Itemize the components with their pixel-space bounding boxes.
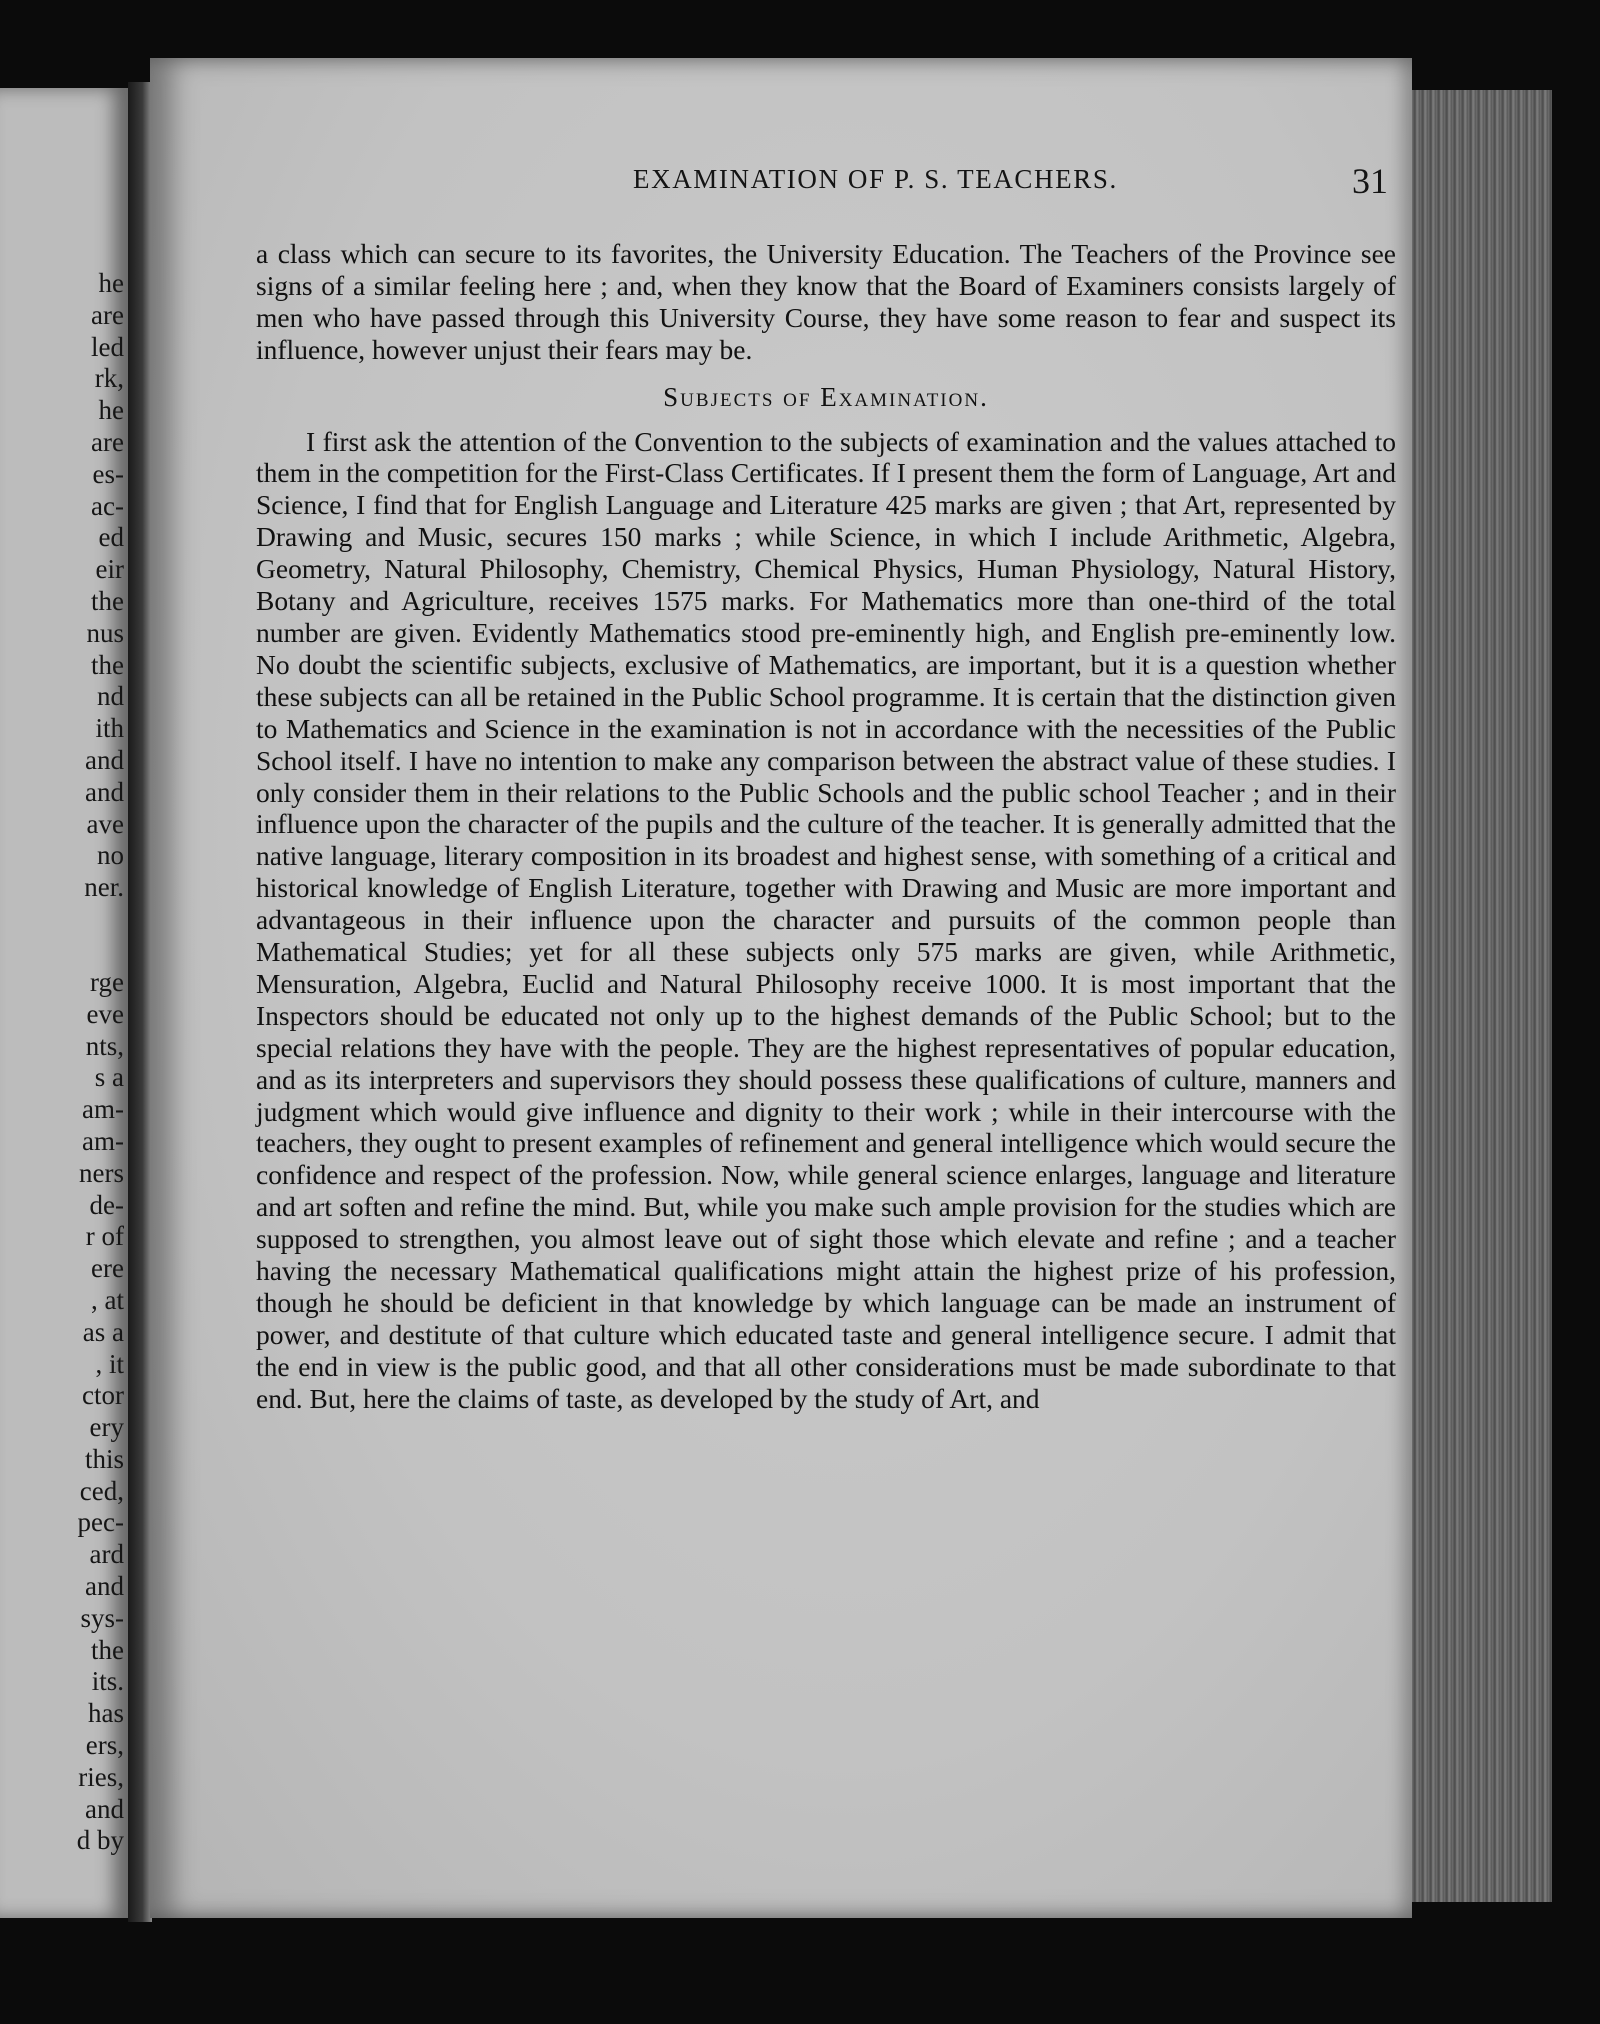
left-page-line-fragment: ctor — [82, 1380, 124, 1411]
left-page-line-fragment: its. — [91, 1666, 124, 1697]
left-page-line-fragment: am- — [82, 1094, 124, 1125]
left-page-line-fragment: eve — [86, 998, 124, 1029]
left-page-line-fragment: and — [85, 776, 124, 807]
left-page-line-fragment: ac- — [91, 490, 124, 521]
left-page-line-fragment: ries, — [78, 1761, 124, 1792]
left-page-line-fragment: rge — [90, 966, 124, 997]
left-page-line-fragment: ed — [98, 522, 124, 553]
left-page-line-fragment: and — [85, 744, 124, 775]
left-page-line-fragment: led — [91, 331, 124, 362]
left-page-line-fragment: , at — [91, 1284, 124, 1315]
left-page-line-fragment: r of — [85, 1221, 124, 1252]
left-page-line-fragment: rk, — [94, 363, 124, 394]
left-page-line-fragment: ere — [91, 1253, 124, 1284]
left-page-line-fragment: nus — [86, 617, 124, 648]
book-gutter — [128, 82, 152, 1922]
left-page-line-fragment: es- — [92, 458, 124, 489]
paragraph-2: I first ask the attention of the Convention to the subjects of examination and the values attached to them in the competition for the First-Class Certificates. If I present them the form of Language, Art and Science, I find that for English Language and Literature 425 marks are given ; that Art, represented by Drawing and Music, secures 150 marks ; while Science, in which I include Arithmetic, Algebra, Geometry, Natural Philosophy, Chemistry, Chemical Physics, Human Physiology, Natural History, Botany and Agriculture, receives 1575 marks. For Mathematics more than one-third of the total number are given. Evidently Mathematics stood pre-eminently high, and English pre-eminently low. No doubt the scientific subjects, exclusive of Mathematics, are important, but it is a question whether these subjects can all be retained in the Public School programme. It is certain that the distinction given to Mathematics and Science in the examination is not in accordance with the necessities of the Public School itself. I have no intention to make any comparison between the abstract value of these studies. I only consider them in their relations to the Public Schools and the public school Teacher ; and in their influence upon the character of the pupils and the culture of the teacher. It is generally admitted that the native language, literary composition in its broadest and highest sense, with something of a critical and historical knowledge of English Literature, together with Drawing and Music are more important and advantageous in their influence upon the character and pursuits of the common people than Mathematical Studies; yet for all these subjects only 575 marks are given, while Arithmetic, Mensuration, Algebra, Euclid and Natural Philosophy receive 1000. It is most important that the Inspectors should be educated not only up to the highest demands of the Public School; but to the special relations they have with the people. They are the highest representatives of popular education, and as its interpreters and supervisors they should possess these qualifications of culture, manners and judgment which would give influence and dignity to their work ; while in their intercourse with the teachers, they ought to present examples of refinement and general intelligence which would secure the confidence and respect of the profession. Now, while general science enlarges, language and literature and art soften and refine the mind. But, while you make such ample provision for the studies which are supposed to strengthen, you almost leave out of sight those which elevate and refine ; and a teacher having the necessary Mathematical qualifications might attain the highest prize of his profession, though he should be deficient in that knowledge by which language can be made an instrument of power, and destitute of that culture which educated taste and general intelligence secure. I admit that the end in view is the public good, and that all other considerations must be made subordinate to that end. But, here the claims of taste, as developed by the study of Art, and — [256, 425, 1396, 1414]
running-head-title: EXAMINATION OF P. S. TEACHERS. — [633, 164, 1118, 194]
left-page-line-fragment: d by — [76, 1825, 124, 1856]
left-page-line-fragment: as a — [82, 1316, 124, 1347]
left-page-line-fragment: nd — [97, 681, 124, 712]
left-page-line-fragment: ith — [95, 713, 124, 744]
left-page-line-fragment: are — [91, 299, 124, 330]
left-page-line-fragment: and — [85, 1571, 124, 1602]
running-head — [258, 161, 1388, 204]
left-page-text-fragments — [0, 268, 128, 1857]
left-page-line-fragment: sys- — [80, 1602, 124, 1633]
page-body — [256, 238, 1396, 1415]
left-page-line-fragment: eir — [95, 554, 124, 585]
left-page-line-fragment: ers, — [85, 1730, 124, 1761]
left-facing-page — [0, 88, 128, 1918]
paragraph-1: a class which can secure to its favorites, the University Education. The Teachers of the Province see signs of a similar feeling here ; and, when they know that the Board of Examiners consists largely of men who have passed through this University Course, they have some reason to fear and suspect its influence, however unjust their fears may be. — [256, 238, 1396, 365]
left-page-line-fragment: he — [98, 395, 124, 426]
left-page-line-fragment: nts, — [85, 1030, 124, 1061]
left-page-line-fragment: no — [97, 840, 124, 871]
left-page-line-fragment: pec- — [77, 1507, 124, 1538]
left-page-line-fragment: the — [91, 1634, 124, 1665]
page-edges — [1412, 90, 1552, 1902]
left-page-line-fragment: , it — [95, 1348, 124, 1379]
left-page-line-fragment: ners — [79, 1157, 124, 1188]
left-page-line-fragment: he — [98, 268, 124, 298]
book-page — [150, 58, 1412, 1918]
left-page-line-fragment: de- — [89, 1189, 124, 1220]
left-page-line-fragment: ard — [89, 1539, 124, 1570]
section-heading: Subjects of Examination. — [663, 381, 989, 412]
page-number: 31 — [1352, 161, 1388, 201]
left-page-line-fragment: ery — [89, 1412, 124, 1443]
left-page-line-fragment: ced, — [79, 1475, 124, 1506]
left-page-line-fragment: s a — [94, 1062, 124, 1093]
left-page-line-fragment: ner. — [84, 872, 124, 903]
left-page-line-fragment: this — [84, 1443, 124, 1474]
left-page-line-fragment: are — [91, 426, 124, 457]
left-page-line-fragment: the — [91, 585, 124, 616]
left-page-line-fragment: and — [85, 1793, 124, 1824]
left-page-line-fragment: ave — [86, 808, 124, 839]
book-cover-shadow — [1552, 90, 1600, 1902]
left-page-line-fragment: the — [91, 649, 124, 680]
fragment-gap — [0, 904, 128, 967]
left-page-line-fragment: has — [88, 1698, 124, 1729]
left-page-line-fragment: am- — [82, 1125, 124, 1156]
